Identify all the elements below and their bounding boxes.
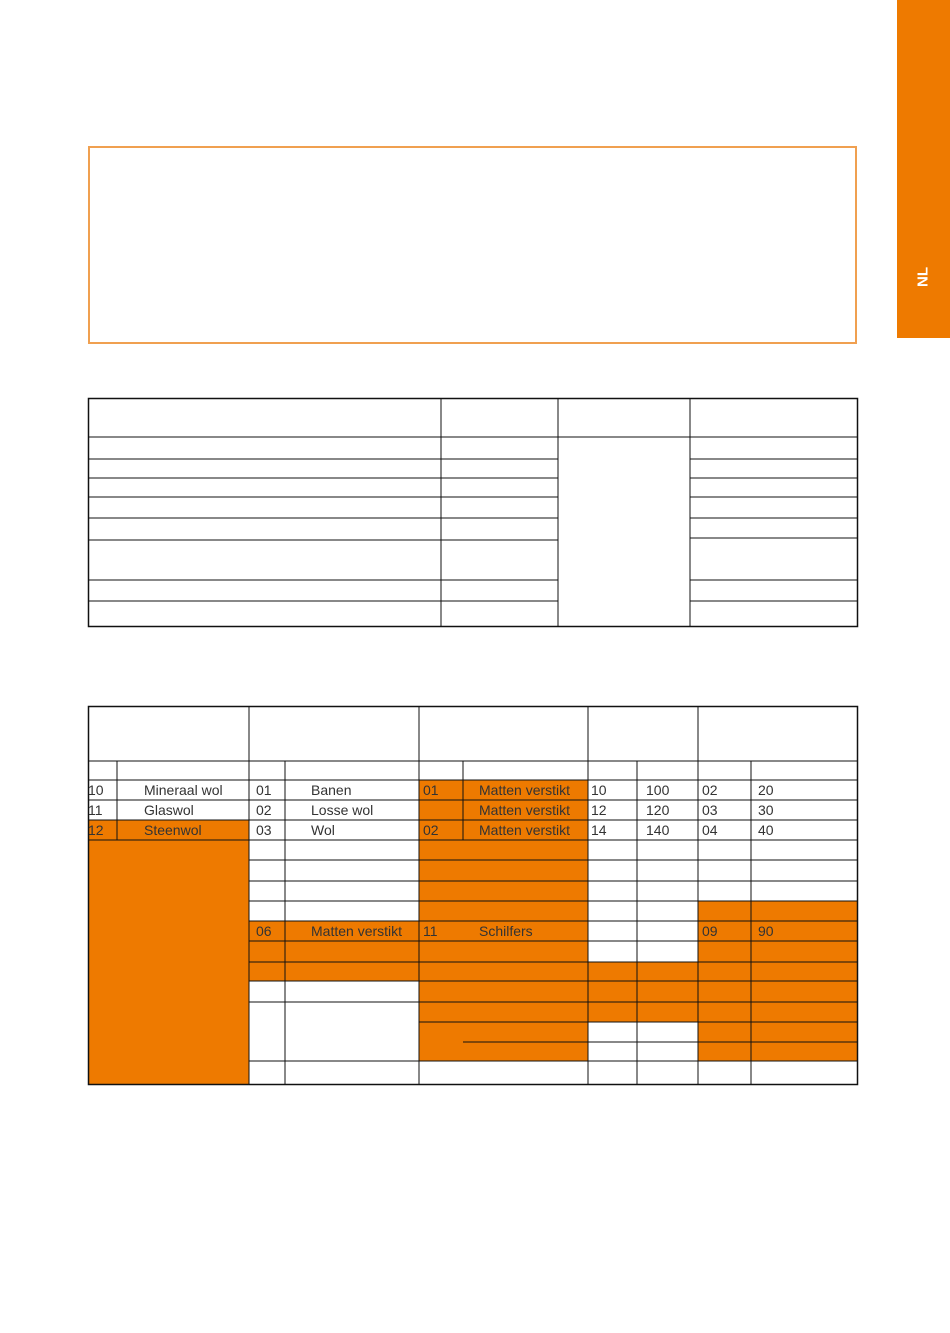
row1-facing-name: Matten verstikt xyxy=(479,782,571,798)
row1-form-code: 01 xyxy=(256,782,272,798)
row2-thickness-code: 03 xyxy=(702,802,718,818)
row3-group-code: 12 xyxy=(88,822,104,838)
row3-density: 140 xyxy=(646,822,670,838)
row1-form-name: Banen xyxy=(311,782,352,798)
row3-facing-code: 02 xyxy=(423,822,439,838)
intro-box xyxy=(88,146,857,344)
properties-table-grid xyxy=(88,398,858,628)
row4-thickness: 90 xyxy=(758,923,774,939)
row1-group-name: Mineraal wol xyxy=(144,782,223,798)
row3-thickness-code: 04 xyxy=(702,822,718,838)
row3-form-code: 03 xyxy=(256,822,272,838)
language-tab-label: NL xyxy=(914,267,932,287)
code-table xyxy=(88,706,858,1086)
row4-facing-name: Schilfers xyxy=(479,923,533,939)
row3-facing-name: Matten verstikt xyxy=(479,822,571,838)
properties-table xyxy=(88,398,858,628)
row1-thickness-code: 02 xyxy=(702,782,718,798)
row2-form-name: Losse wol xyxy=(311,802,374,818)
row1-density: 100 xyxy=(646,782,670,798)
row3-thickness: 40 xyxy=(758,822,774,838)
row2-thickness: 30 xyxy=(758,802,774,818)
row3-group-name: Steenwol xyxy=(144,822,202,838)
row4-thickness-code: 09 xyxy=(702,923,718,939)
row4-facing-code: 11 xyxy=(423,923,438,939)
row4-form-name: Matten verstikt xyxy=(311,923,403,939)
code-table-grid xyxy=(88,706,858,1086)
row3-form-name: Wol xyxy=(311,822,335,838)
row1-facing-code: 01 xyxy=(423,782,439,798)
row1-density-code: 10 xyxy=(591,782,607,798)
row2-form-code: 02 xyxy=(256,802,272,818)
row2-density-code: 12 xyxy=(591,802,607,818)
language-tab[interactable] xyxy=(897,0,950,338)
row1-group-code: 10 xyxy=(88,782,104,798)
row4-form-code: 06 xyxy=(256,923,272,939)
highlight-fills xyxy=(88,780,858,1085)
row1-thickness: 20 xyxy=(758,782,774,798)
row2-facing-name: Matten verstikt xyxy=(479,802,571,818)
row2-group-name: Glaswol xyxy=(144,802,194,818)
row3-density-code: 14 xyxy=(591,822,607,838)
row2-group-code: 11 xyxy=(88,802,103,818)
row2-density: 120 xyxy=(646,802,670,818)
